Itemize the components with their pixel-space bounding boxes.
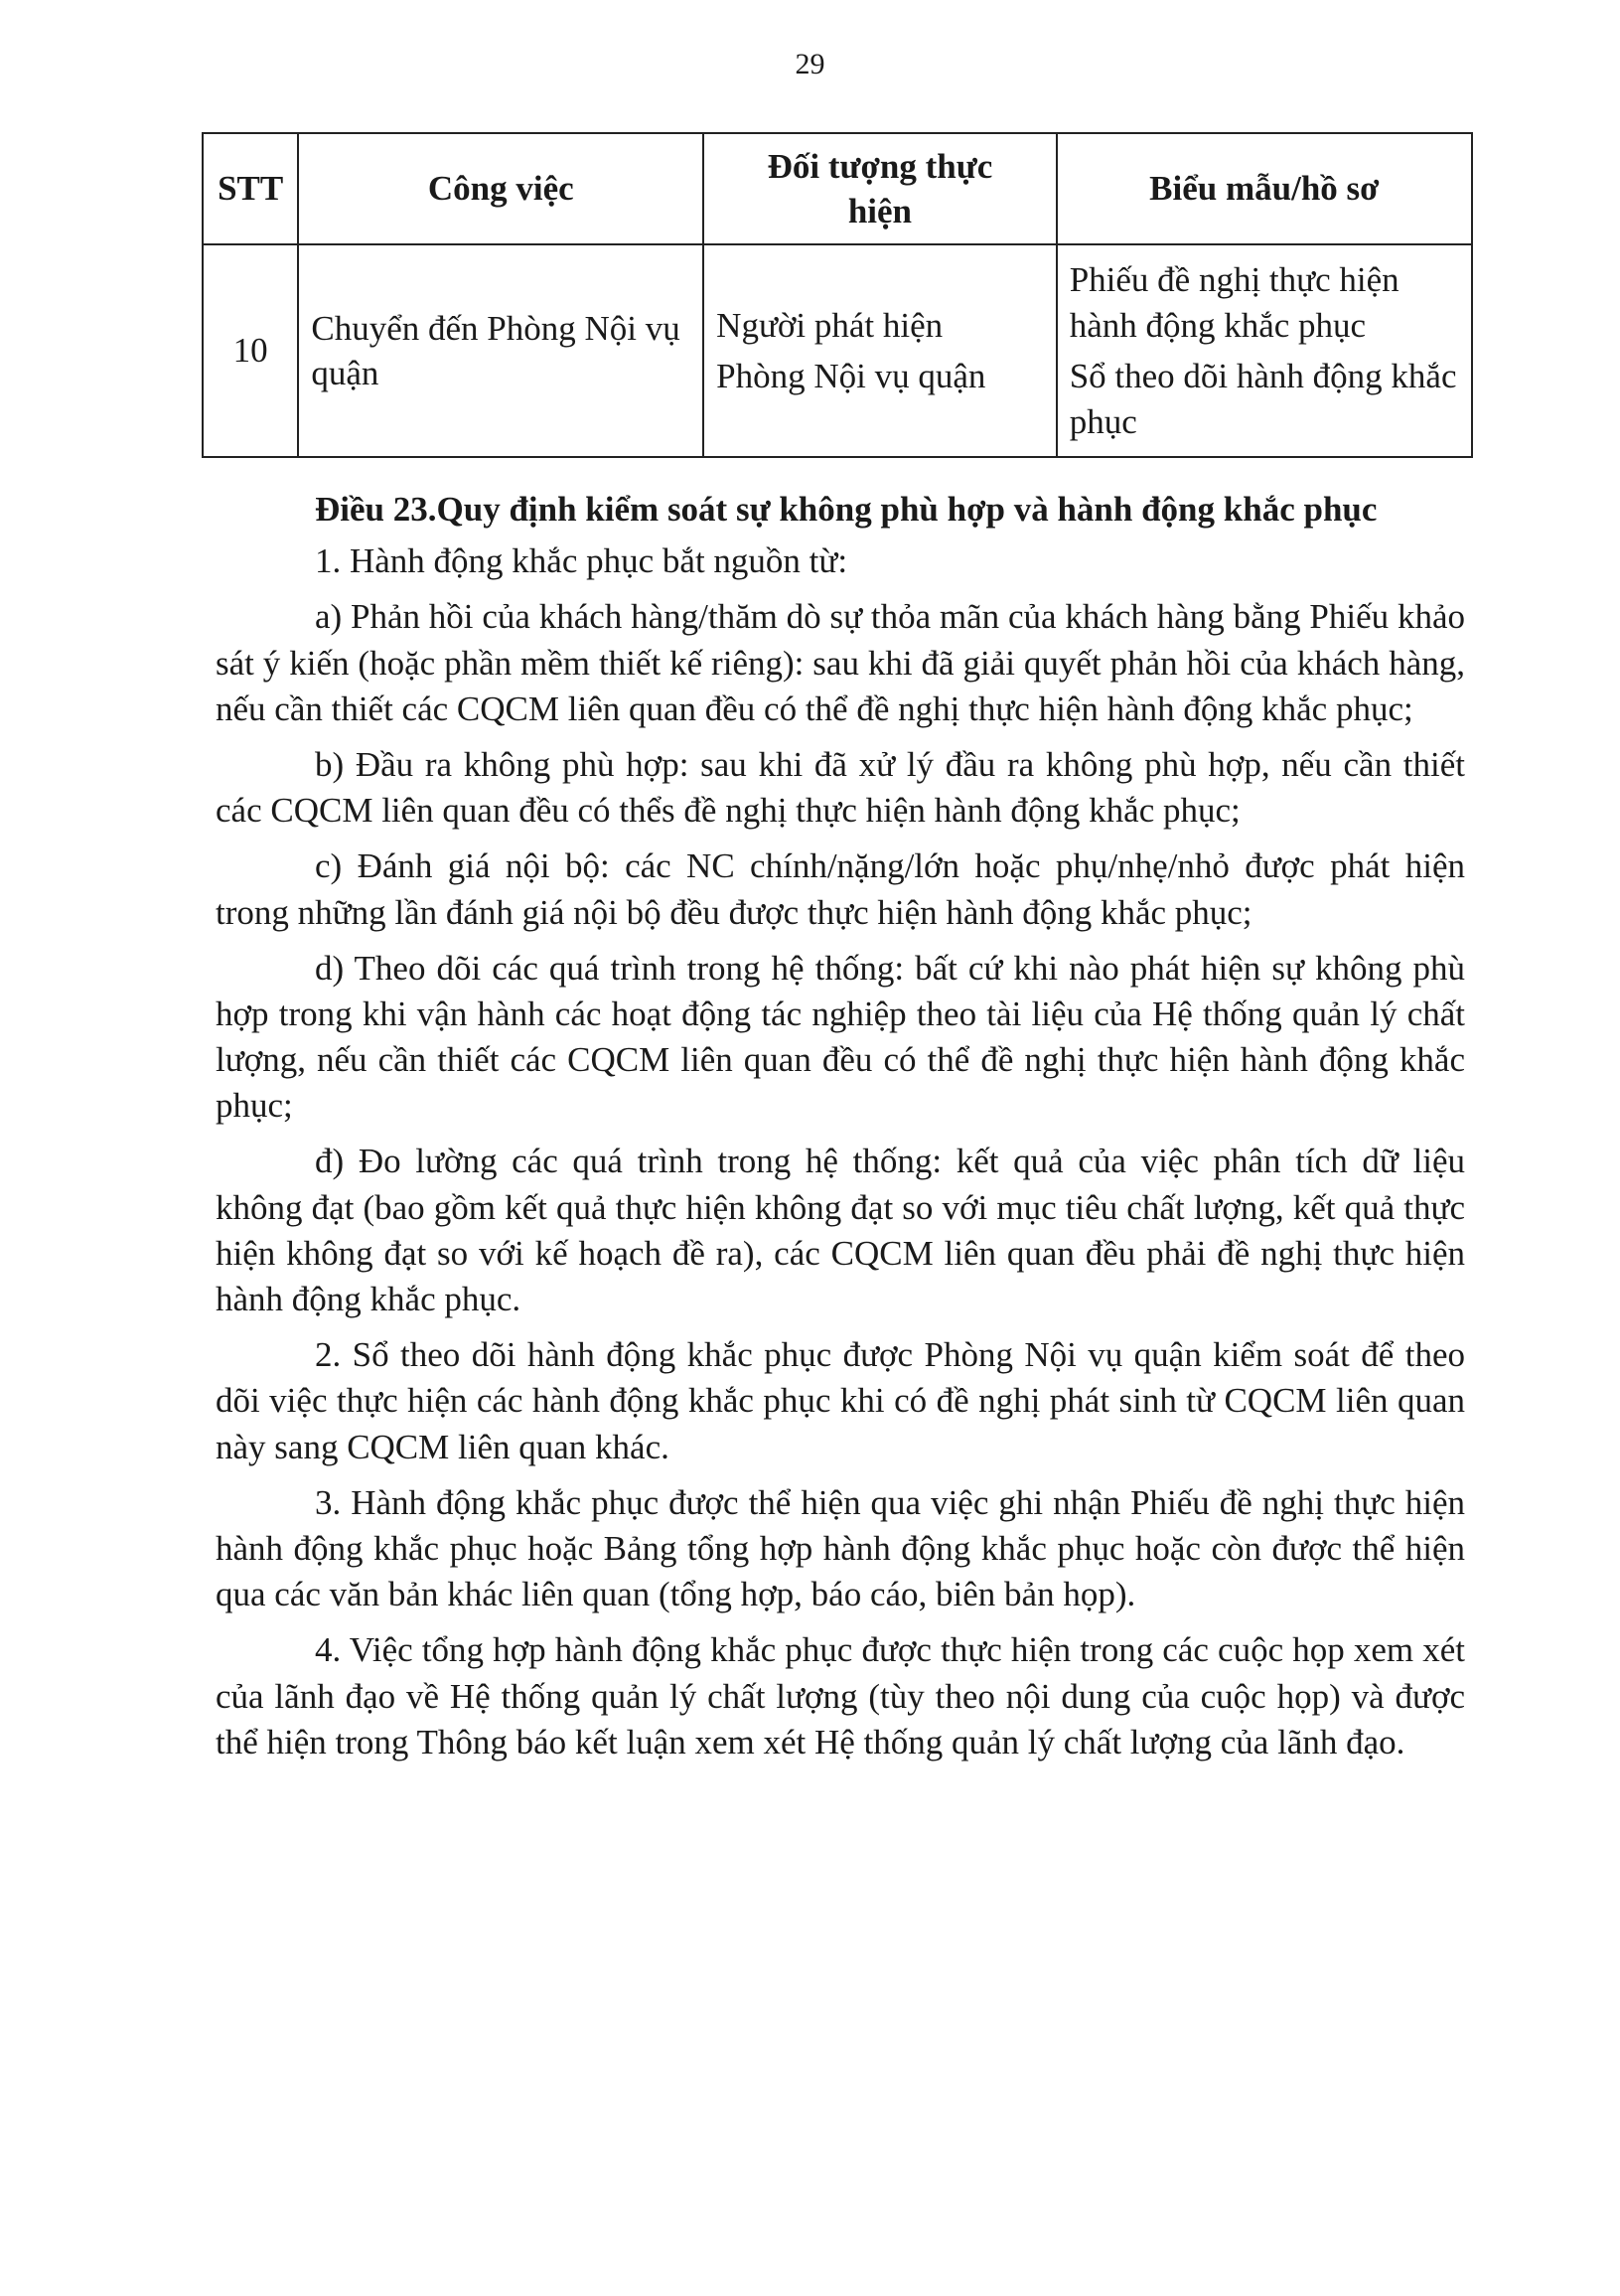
article-heading: Điều 23.Quy định kiểm soát sự không phù hợp và hành động khắc phục — [315, 490, 1378, 529]
row-forms — [1057, 244, 1472, 457]
header-task: Công việc — [298, 133, 703, 244]
article-body — [216, 487, 1465, 1765]
row-subject-item: Người phát hiện — [716, 305, 944, 345]
page-number: 29 — [795, 48, 825, 80]
header-subject — [703, 133, 1057, 244]
header-subject-label: Đối tượng thực hiện — [767, 146, 993, 230]
row-stt: 10 — [203, 244, 298, 457]
row-subjects — [703, 244, 1057, 457]
table-row — [203, 244, 1472, 457]
article-paragraph: a) Phản hồi của khách hàng/thăm dò sự thỏa mãn của khách hàng bằng Phiếu khảo sát ý kiến (hoặc phần mềm thiết kế riêng): sau khi đã giải quyết phản hồi của khách hàng, nếu cần thiết các CQCM liên quan đều có thể đề nghị thực hiện hành động khắc phục; — [216, 597, 1465, 728]
row-form-item: Sổ theo dõi hành động khắc phục — [1069, 357, 1457, 441]
header-stt: STT — [203, 133, 298, 244]
article-paragraph: 2. Sổ theo dõi hành động khắc phục được Phòng Nội vụ quận kiểm soát để theo dõi việc thực hiện các hành động khắc phục khi có đề nghị phát sinh từ CQCM liên quan này sang CQCM liên quan khác. — [216, 1335, 1465, 1466]
article-paragraph: đ) Đo lường các quá trình trong hệ thống: kết quả của việc phân tích dữ liệu không đạt (bao gồm kết quả thực hiện không đạt so với mục tiêu chất lượng, kết quả thực hiện không đạt so với kế hoạch đề ra), các CQCM liên quan đều phải đề nghị thực hiện hành động khắc phục. — [216, 1142, 1465, 1318]
row-subject-item: Phòng Nội vụ quận — [716, 357, 986, 395]
article-paragraph: 3. Hành động khắc phục được thể hiện qua việc ghi nhận Phiếu đề nghị thực hiện hành động khắc phục hoặc Bảng tổng hợp hành động khắc phục hoặc còn được thể hiện qua các văn bản khác liên quan (tổng hợp, báo cáo, biên bản họp). — [216, 1482, 1465, 1614]
article-paragraph: 4. Việc tổng hợp hành động khắc phục được thực hiện trong các cuộc họp xem xét của lãnh đạo về Hệ thống quản lý chất lượng (tùy theo nội dung của cuộc họp) và được thể hiện trong Thông báo kết luận xem xét Hệ thống quản lý chất lượng của lãnh đạo. — [216, 1630, 1465, 1761]
row-task: Chuyển đến Phòng Nội vụ quận — [298, 244, 703, 457]
article-paragraph: b) Đầu ra không phù hợp: sau khi đã xử lý đầu ra không phù hợp, nếu cần thiết các CQCM liên quan đều có thểs đề nghị thực hiện hành động khắc phục; — [216, 744, 1465, 831]
article-paragraph: d) Theo dõi các quá trình trong hệ thống: bất cứ khi nào phát hiện sự không phù hợp trong khi vận hành các hoạt động tác nghiệp theo tài liệu của Hệ thống quản lý chất lượng, nếu cần thiết các CQCM liên quan đều có thể đề nghị thực hiện hành động khắc phục; — [216, 948, 1465, 1126]
row-form-item: Phiếu đề nghị thực hiện hành động khắc phục — [1069, 260, 1399, 345]
task-table — [202, 132, 1473, 458]
article-paragraph: 1. Hành động khắc phục bắt nguồn từ: — [315, 541, 848, 581]
table-header-row — [203, 133, 1472, 244]
article-paragraph: c) Đánh giá nội bộ: các NC chính/nặng/lớn hoặc phụ/nhẹ/nhỏ được phát hiện trong những lần đánh giá nội bộ đều được thực hiện hành động khắc phục; — [216, 846, 1465, 932]
header-form: Biểu mẫu/hồ sơ — [1057, 133, 1472, 244]
